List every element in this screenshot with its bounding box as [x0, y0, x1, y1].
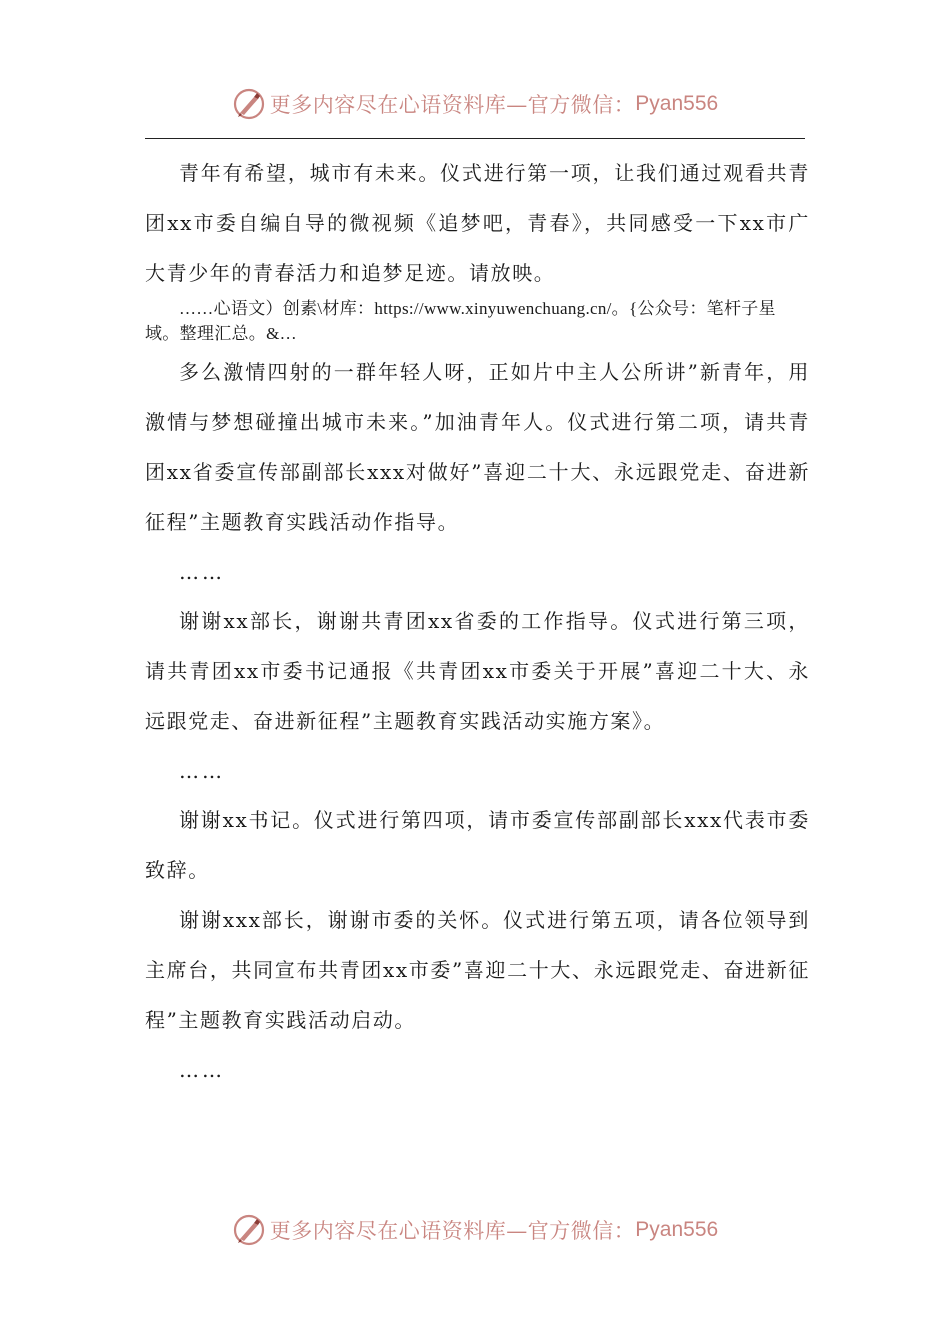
ellipsis-1: …… [179, 560, 225, 584]
paragraph-5: 谢谢xxx部长，谢谢市委的关怀。仪式进行第五项，请各位领导到主席台，共同宣布共青团xx市委”喜迎二十大、永远跟党走、奋进新征程”主题教育实践活动启动。 [145, 908, 810, 1032]
paragraph-3: 谢谢xx部长，谢谢共青团xx省委的工作指导。仪式进行第三项，请共青团xx市委书记通报《共青团xx市委关于开展”喜迎二十大、永远跟党走、奋进新征程”主题教育实践活动实施方案》。 [145, 609, 810, 733]
header-rule [145, 138, 805, 139]
paragraph-4: 谢谢xx书记。仪式进行第四项，请市委宣传部副部长xxx代表市委致辞。 [145, 808, 810, 882]
paragraph-2: 多么激情四射的一群年轻人呀，正如片中主人公所讲”新青年，用激情与梦想碰撞出城市未来。”加油青年人。仪式进行第二项，请共青团xx省委宣传部副部长xxx对做好”喜迎二十大、永远跟党走、奋进新征程”主题教育实践活动作指导。 [145, 360, 810, 534]
footer-wechat-id: Pyan556 [635, 1218, 719, 1241]
footer-banner-text: 更多内容尽在心语资料库—官方微信： [269, 1219, 636, 1243]
ellipsis-2: …… [179, 759, 225, 783]
source-note: ……心语文）创素\材库：https://www.xinyuwenchuang.cn/。{公众号：笔杆子星域。整理汇总。&… [145, 299, 776, 343]
header-banner [0, 82, 950, 126]
header-banner-text: 更多内容尽在心语资料库—官方微信： [269, 93, 636, 117]
ellipsis-3: …… [179, 1058, 225, 1082]
pen-logo-icon [232, 87, 266, 121]
paragraph-1: 青年有希望，城市有未来。仪式进行第一项，让我们通过观看共青团xx市委自编自导的微视频《追梦吧，青春》，共同感受一下xx市广大青少年的青春活力和追梦足迹。请放映。 [145, 161, 810, 285]
pen-logo-icon [232, 1213, 266, 1247]
header-wechat-id: Pyan556 [635, 92, 719, 115]
footer-banner [0, 1208, 950, 1252]
